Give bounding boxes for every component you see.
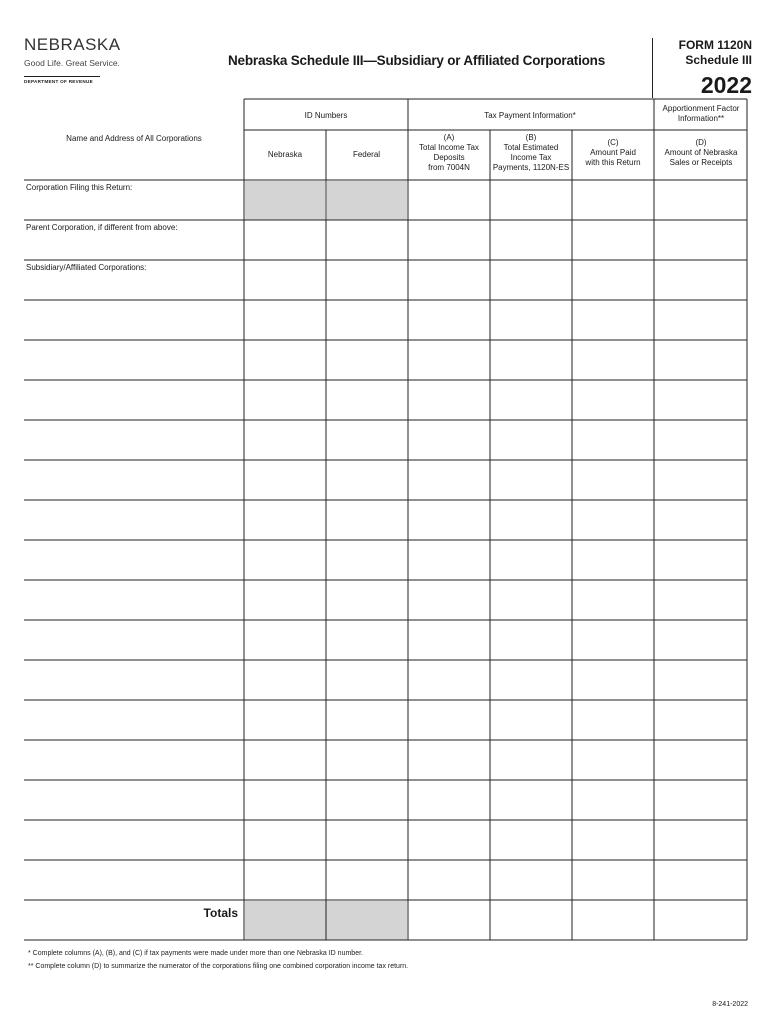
col-header-c: (C) Amount Paid with this Return — [585, 138, 641, 167]
logo-department: DEPARTMENT OF REVENUE — [24, 79, 93, 84]
form-schedule: Schedule III — [685, 53, 752, 67]
shaded-cell-nebraska-filing — [245, 181, 325, 220]
col-header-name-address: Name and Address of All Corporations — [66, 134, 202, 143]
group-header-apportionment: Apportionment Factor Information** — [662, 104, 740, 123]
group-header-id-numbers: ID Numbers — [304, 111, 348, 120]
col-header-b: (B) Total Estimated Income Tax Payments, 1120N-ES — [492, 133, 570, 172]
totals-label: Totals — [203, 906, 238, 920]
logo-word: NEBRASKA — [24, 35, 121, 54]
col-header-d: (D) Amount of Nebraska Sales or Receipts — [664, 138, 738, 167]
form-title: Nebraska Schedule III—Subsidiary or Affiliated Corporations — [228, 53, 606, 68]
col-header-nebraska: Nebraska — [267, 150, 303, 159]
col-header-federal: Federal — [352, 150, 381, 159]
row-label-filing-corporation: Corporation Filing this Return: — [26, 183, 133, 192]
row-label-parent-corporation: Parent Corporation, if different from above: — [26, 223, 178, 232]
form-code: 8-241-2022 — [712, 1001, 748, 1008]
group-header-tax-payment: Tax Payment Information* — [484, 111, 576, 120]
footnote-1: * Complete columns (A), (B), and (C) if tax payments were made under more than one Nebraska ID number. — [28, 950, 363, 957]
logo-tagline: Good Life. Great Service. — [24, 58, 120, 68]
tax-year: 2022 — [700, 72, 752, 98]
footnote-2: ** Complete column (D) to summarize the numerator of the corporations filing one combined corporation income tax return. — [28, 963, 409, 970]
col-header-a: (A) Total Income Tax Deposits from 7004N — [419, 133, 479, 172]
shaded-cell-federal-filing — [327, 181, 407, 220]
form-number: FORM 1120N — [678, 38, 752, 52]
row-label-subsidiary-corporations: Subsidiary/Affiliated Corporations: — [26, 263, 147, 272]
